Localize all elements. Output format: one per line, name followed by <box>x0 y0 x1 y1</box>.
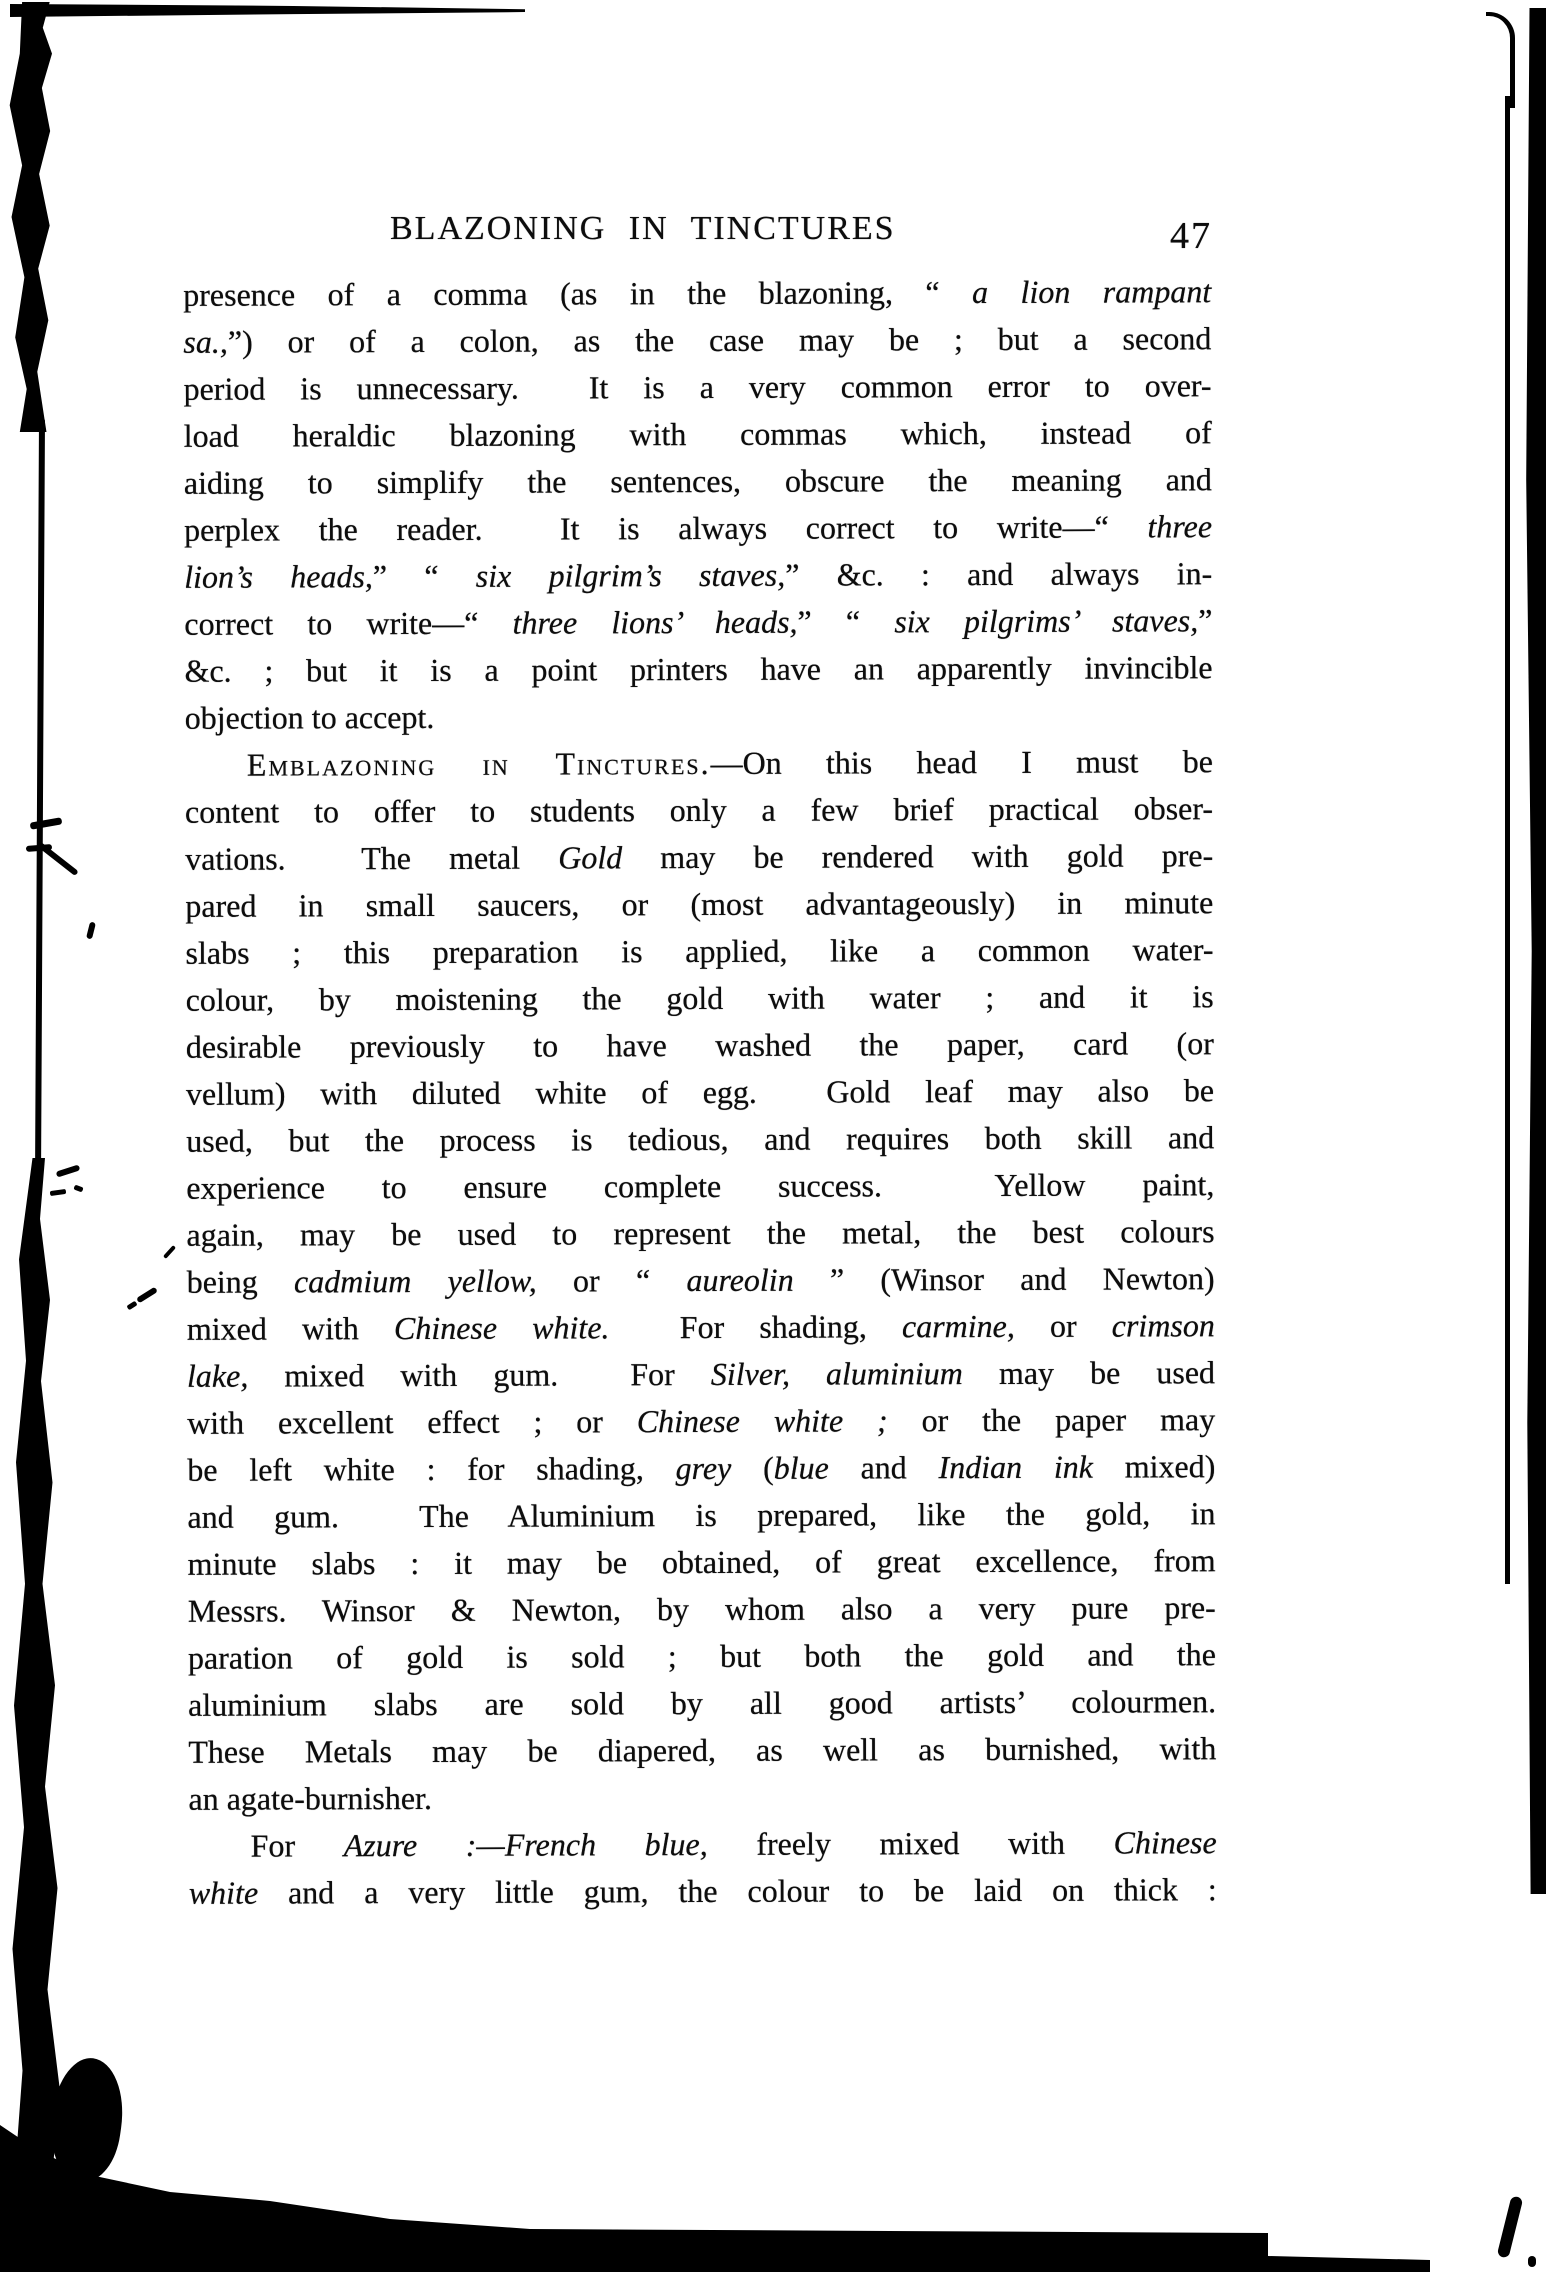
text-line <box>188 1631 1216 1682</box>
italic-text: aluminium <box>825 1355 963 1392</box>
italic-text: sa., <box>183 323 228 360</box>
text-line <box>183 268 1211 319</box>
text-line <box>188 1678 1216 1729</box>
roman-text: and <box>828 1449 939 1486</box>
italic-text: three lions’ heads, <box>512 603 798 641</box>
roman-text: mixed) <box>1092 1448 1216 1485</box>
scan-speck <box>126 1301 137 1311</box>
text-line <box>186 1020 1214 1071</box>
italic-text: blue <box>773 1449 829 1486</box>
roman-text: be left white : for shading, <box>187 1450 676 1488</box>
roman-text: minute slabs : it may be obtained, of great excellence, from <box>187 1542 1216 1582</box>
scan-artifact-top-streak <box>10 4 525 17</box>
text-line <box>183 362 1211 413</box>
roman-text: content to offer to students only a few brief practical obser- <box>184 790 1214 830</box>
roman-text <box>790 1356 826 1392</box>
scan-speck <box>86 922 96 940</box>
roman-text: freely mixed with <box>707 1824 1114 1862</box>
scan-speck <box>73 1185 83 1193</box>
roman-text: aluminium slabs are sold by all good artists’ colourmen. <box>188 1683 1217 1723</box>
scan-artifact-topleft-band <box>6 2 52 432</box>
roman-text: period is unnecessary. It is a very common error to over- <box>183 367 1212 407</box>
roman-text: an agate-burnisher. <box>188 1779 432 1817</box>
roman-text: &c. ; but it is a point printers have an apparently invincible <box>184 649 1213 689</box>
italic-text: Indian ink <box>938 1448 1093 1486</box>
italic-text: Silver, <box>710 1355 790 1392</box>
roman-text: ” “ <box>372 557 476 595</box>
roman-text: —On this head I must be <box>710 743 1213 781</box>
text-line <box>184 409 1212 460</box>
roman-text: For <box>250 1827 344 1864</box>
text-line <box>184 644 1212 695</box>
roman-text: and gum. The Aluminium is prepared, like the gold, in <box>187 1495 1216 1535</box>
italic-text: cadmium yellow, <box>293 1262 537 1300</box>
scan-artifact-bottom-right-dot <box>1528 2256 1536 2267</box>
roman-text: For shading, <box>609 1308 903 1346</box>
roman-text: aiding to simplify the sentences, obscure the meaning and <box>183 461 1212 501</box>
roman-text: or “ <box>536 1262 687 1299</box>
text-line <box>186 973 1214 1024</box>
scan-speck <box>37 842 79 876</box>
scan-artifact-bottom-right-diag <box>1497 2195 1524 2258</box>
roman-text: being <box>186 1263 295 1300</box>
roman-text: perplex the reader. It is always correct to write—“ <box>183 508 1148 548</box>
roman-text: ” “ <box>797 603 895 640</box>
text-line <box>188 1537 1216 1588</box>
page-title: BLAZONING IN TINCTURES <box>390 210 896 247</box>
roman-text: or the paper may <box>887 1401 1216 1439</box>
italic-text: Chinese white ; <box>636 1402 888 1440</box>
text-line <box>185 926 1213 977</box>
smallcaps-text: Emblazoning in Tinctures. <box>246 744 711 783</box>
italic-text: Azure :—French blue, <box>343 1825 708 1864</box>
roman-text: mixed with gum. For <box>248 1355 711 1394</box>
scan-artifact-bottom-band <box>0 2100 1460 2272</box>
italic-text: Chinese white. <box>393 1309 610 1347</box>
scan-speck <box>163 1245 176 1259</box>
roman-text: ” &c. : and always in- <box>785 555 1213 593</box>
text-line <box>183 315 1211 366</box>
roman-text: ” (Winsor and Newton) <box>793 1260 1215 1298</box>
text-line <box>189 1866 1217 1917</box>
scan-speck <box>136 1287 158 1304</box>
text-line <box>186 1114 1214 1165</box>
italic-text: white <box>188 1874 259 1911</box>
scan-speck <box>50 1189 67 1196</box>
roman-text: pared in small saucers, or (most advantageously) in minute <box>185 884 1214 924</box>
text-line <box>187 1255 1215 1306</box>
roman-text: These Metals may be diapered, as well as burnished, with <box>188 1730 1217 1770</box>
text-line <box>185 832 1213 883</box>
italic-text: grey <box>675 1449 732 1487</box>
italic-text: lake, <box>186 1357 249 1394</box>
roman-text: mixed with <box>186 1310 395 1347</box>
text-line <box>188 1725 1216 1776</box>
roman-text: vellum) with diluted white of egg. Gold leaf may also be <box>185 1072 1215 1112</box>
scan-speck <box>30 817 63 829</box>
scan-artifact-right-line <box>1505 96 1510 1584</box>
text-line <box>185 879 1213 930</box>
text-line <box>184 456 1212 507</box>
scan-artifact-left-band-lower <box>10 1158 60 2172</box>
text-line <box>187 1349 1215 1400</box>
text-line <box>185 785 1213 836</box>
italic-text: Chinese <box>1113 1824 1217 1861</box>
roman-text: presence of a comma (as in the blazoning, “ <box>183 274 973 313</box>
italic-text: six pilgrim’s staves, <box>475 556 786 594</box>
roman-text: may be rendered with gold pre- <box>622 837 1214 876</box>
text-line <box>187 1490 1215 1541</box>
roman-text: with excellent effect ; or <box>187 1403 637 1441</box>
roman-text: ( <box>731 1449 774 1486</box>
roman-text: slabs ; this preparation is applied, like a common water- <box>185 931 1214 971</box>
roman-text: paration of gold is sold ; but both the gold and the <box>187 1636 1217 1676</box>
roman-text: correct to write—“ <box>184 604 513 642</box>
italic-text: lion’s heads, <box>184 558 373 595</box>
text-line <box>185 691 1213 742</box>
roman-text: objection to accept. <box>184 698 435 736</box>
page-number: 47 <box>1170 215 1212 257</box>
text-line <box>187 1443 1215 1494</box>
text-line <box>189 1819 1217 1870</box>
scan-artifact-right-curve <box>1486 12 1515 108</box>
roman-text: may be used <box>962 1354 1216 1392</box>
roman-text: and a very little gum, the colour to be laid on thick : <box>258 1871 1217 1911</box>
text-line <box>184 550 1212 601</box>
italic-text: Gold <box>558 839 623 876</box>
scan-artifact-right-bar <box>1524 8 1546 1894</box>
roman-text: colour, by moistening the gold with water ; and it is <box>185 978 1214 1018</box>
text-line <box>184 597 1212 648</box>
text-line <box>184 503 1212 554</box>
text-line <box>186 1067 1214 1118</box>
roman-text: or <box>1014 1307 1112 1344</box>
roman-text: desirable previously to have washed the paper, card (or <box>185 1025 1214 1065</box>
italic-text: crimson <box>1111 1307 1215 1344</box>
text-line <box>188 1772 1216 1823</box>
text-line <box>186 1161 1214 1212</box>
roman-text: ”) or of a colon, as the case may be ; but a second <box>227 320 1212 360</box>
text-line <box>185 738 1213 789</box>
roman-text: ” <box>1198 602 1213 639</box>
italic-text: carmine, <box>901 1307 1015 1345</box>
text-line <box>187 1302 1215 1353</box>
italic-text: a lion rampant <box>971 273 1212 311</box>
text-line <box>187 1396 1215 1447</box>
body-text-column <box>183 268 1217 1917</box>
text-line <box>188 1584 1216 1635</box>
roman-text: experience to ensure complete success. Yellow paint, <box>186 1166 1215 1206</box>
scan-speck <box>56 1164 81 1177</box>
roman-text: vations. The metal <box>185 839 559 877</box>
italic-text: six pilgrims’ staves, <box>894 602 1199 640</box>
scan-artifact-left-line <box>35 418 45 1180</box>
roman-text: load heraldic blazoning with commas which, instead of <box>183 414 1212 454</box>
roman-text: Messrs. Winsor & Newton, by whom also a very pure pre- <box>187 1589 1216 1629</box>
roman-text: used, but the process is tedious, and requires both skill and <box>186 1119 1215 1159</box>
roman-text: again, may be used to represent the metal, the best colours <box>186 1213 1215 1253</box>
italic-text: aureolin <box>686 1261 794 1299</box>
text-line <box>186 1208 1214 1259</box>
italic-text: three <box>1147 508 1213 545</box>
